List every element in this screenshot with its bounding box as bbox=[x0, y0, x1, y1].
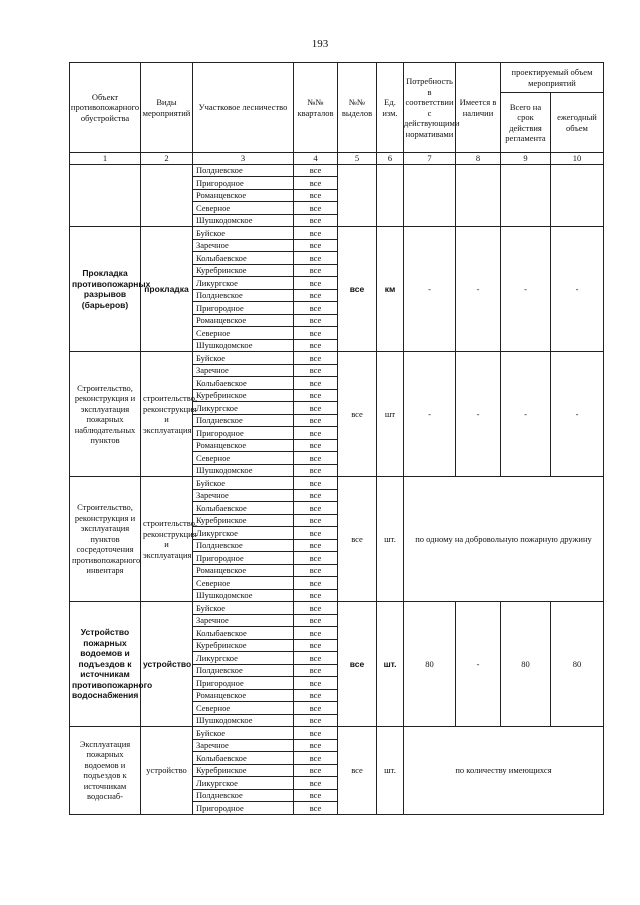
column-number: 6 bbox=[377, 153, 404, 165]
object-cell: Строительство, реконструкция и эксплуатация пунктов сосредоточения противопожарного инвентаря bbox=[70, 477, 141, 602]
forestry-cell: Колыбаевское bbox=[193, 627, 294, 640]
page-number: 193 bbox=[311, 38, 329, 50]
quarters-cell: все bbox=[294, 639, 338, 652]
vydely-cell bbox=[338, 164, 377, 227]
quarters-cell: все bbox=[294, 402, 338, 415]
quarters-cell: все bbox=[294, 527, 338, 540]
forestry-cell: Романцевское bbox=[193, 689, 294, 702]
yearly-cell: - bbox=[551, 352, 604, 477]
header-object: Объект противопожарного обустройства bbox=[70, 63, 141, 153]
object-cell bbox=[70, 164, 141, 227]
forestry-cell: Заречное bbox=[193, 489, 294, 502]
forestry-cell: Колыбаевское bbox=[193, 752, 294, 765]
activity-cell: устройство bbox=[141, 602, 193, 727]
need-cell bbox=[404, 164, 456, 227]
forestry-cell: Шушкодомское bbox=[193, 714, 294, 727]
vydely-cell: все bbox=[338, 352, 377, 477]
column-number: 3 bbox=[193, 153, 294, 165]
quarters-cell: все bbox=[294, 327, 338, 340]
forestry-cell: Пригородное bbox=[193, 552, 294, 565]
column-number: 2 bbox=[141, 153, 193, 165]
header-activity: Виды мероприятий bbox=[141, 63, 193, 153]
forestry-cell: Северное bbox=[193, 327, 294, 340]
quarters-cell: все bbox=[294, 514, 338, 527]
forestry-cell: Пригородное bbox=[193, 427, 294, 440]
quarters-cell: все bbox=[294, 177, 338, 190]
unit-cell: шт. bbox=[377, 602, 404, 727]
forestry-cell: Северное bbox=[193, 202, 294, 215]
header-projected: проектируемый объем мероприятий bbox=[501, 63, 604, 93]
have-cell: - bbox=[456, 352, 501, 477]
total-cell: - bbox=[501, 227, 551, 352]
quarters-cell: все bbox=[294, 802, 338, 815]
column-number: 8 bbox=[456, 153, 501, 165]
total-cell: - bbox=[501, 352, 551, 477]
need-cell: 80 bbox=[404, 602, 456, 727]
need-cell: - bbox=[404, 352, 456, 477]
quarters-cell: все bbox=[294, 539, 338, 552]
forestry-cell: Колыбаевское bbox=[193, 377, 294, 390]
have-cell: - bbox=[456, 602, 501, 727]
forestry-cell: Куребринское bbox=[193, 264, 294, 277]
quarters-cell: все bbox=[294, 364, 338, 377]
quarters-cell: все bbox=[294, 252, 338, 265]
forestry-cell: Шушкодомское bbox=[193, 339, 294, 352]
table-row bbox=[70, 164, 604, 177]
table-row bbox=[70, 227, 604, 240]
table-row bbox=[70, 727, 604, 740]
quarters-cell: все bbox=[294, 264, 338, 277]
forestry-cell: Северное bbox=[193, 702, 294, 715]
quarters-cell: все bbox=[294, 564, 338, 577]
quarters-cell: все bbox=[294, 652, 338, 665]
forestry-cell: Романцевское bbox=[193, 564, 294, 577]
forestry-cell: Куребринское bbox=[193, 639, 294, 652]
quarters-cell: все bbox=[294, 702, 338, 715]
unit-cell: шт. bbox=[377, 727, 404, 815]
vydely-cell: все bbox=[338, 602, 377, 727]
forestry-cell: Шушкодомское bbox=[193, 464, 294, 477]
forestry-cell: Буйское bbox=[193, 602, 294, 615]
fire-measures-table bbox=[69, 62, 604, 815]
activity-cell: устройство bbox=[141, 727, 193, 815]
total-cell: 80 bbox=[501, 602, 551, 727]
column-number: 9 bbox=[501, 153, 551, 165]
quarters-cell: все bbox=[294, 189, 338, 202]
quarters-cell: все bbox=[294, 302, 338, 315]
table-row bbox=[70, 477, 604, 490]
forestry-cell: Северное bbox=[193, 577, 294, 590]
quarters-cell: все bbox=[294, 352, 338, 365]
forestry-cell: Ликургское bbox=[193, 777, 294, 790]
unit-cell: шт bbox=[377, 352, 404, 477]
forestry-cell: Романцевское bbox=[193, 189, 294, 202]
forestry-cell: Ликургское bbox=[193, 652, 294, 665]
forestry-cell: Куребринское bbox=[193, 389, 294, 402]
column-number: 5 bbox=[338, 153, 377, 165]
activity-cell: строительство, реконструкция и эксплуатация bbox=[141, 477, 193, 602]
header-need: Потребность в соответствии с действующими нормативами bbox=[404, 63, 456, 153]
quarters-cell: все bbox=[294, 289, 338, 302]
quarters-cell: все bbox=[294, 239, 338, 252]
forestry-cell: Шушкодомское bbox=[193, 214, 294, 227]
header-quarters: №№ кварталов bbox=[294, 63, 338, 153]
header-forestry: Участковое лесничество bbox=[193, 63, 294, 153]
forestry-cell: Заречное bbox=[193, 364, 294, 377]
forestry-cell: Куребринское bbox=[193, 764, 294, 777]
forestry-cell: Колыбаевское bbox=[193, 252, 294, 265]
forestry-cell: Романцевское bbox=[193, 314, 294, 327]
quarters-cell: все bbox=[294, 414, 338, 427]
object-cell: Эксплуатация пожарных водоемов и подъездов к источникам водоснаб- bbox=[70, 727, 141, 815]
forestry-cell: Полдневское bbox=[193, 789, 294, 802]
unit-cell: шт. bbox=[377, 477, 404, 602]
quarters-cell: все bbox=[294, 489, 338, 502]
have-cell bbox=[456, 164, 501, 227]
activity-cell: прокладка bbox=[141, 227, 193, 352]
quarters-cell: все bbox=[294, 664, 338, 677]
forestry-cell: Пригородное bbox=[193, 177, 294, 190]
forestry-cell: Колыбаевское bbox=[193, 502, 294, 515]
yearly-cell: - bbox=[551, 227, 604, 352]
header-have: Имеется в наличии bbox=[456, 63, 501, 153]
quarters-cell: все bbox=[294, 277, 338, 290]
forestry-cell: Полдневское bbox=[193, 289, 294, 302]
quarters-cell: все bbox=[294, 752, 338, 765]
quarters-cell: все bbox=[294, 214, 338, 227]
object-cell: Строительство, реконструкция и эксплуатация пожарных наблюдательных пунктов bbox=[70, 352, 141, 477]
quarters-cell: все bbox=[294, 477, 338, 490]
quarters-cell: все bbox=[294, 602, 338, 615]
forestry-cell: Буйское bbox=[193, 727, 294, 740]
vydely-cell: все bbox=[338, 727, 377, 815]
unit-cell bbox=[377, 164, 404, 227]
header-total: Всего на срок действия регламента bbox=[501, 93, 551, 153]
merged-note-cell: по количеству имеющихся bbox=[404, 727, 604, 815]
forestry-cell: Куребринское bbox=[193, 514, 294, 527]
forestry-cell: Заречное bbox=[193, 739, 294, 752]
forestry-cell: Заречное bbox=[193, 614, 294, 627]
header-unit: Ед. изм. bbox=[377, 63, 404, 153]
forestry-cell: Полдневское bbox=[193, 539, 294, 552]
unit-cell: км bbox=[377, 227, 404, 352]
forestry-cell: Пригородное bbox=[193, 802, 294, 815]
column-number: 10 bbox=[551, 153, 604, 165]
quarters-cell: все bbox=[294, 202, 338, 215]
quarters-cell: все bbox=[294, 714, 338, 727]
table-row bbox=[70, 352, 604, 365]
quarters-cell: все bbox=[294, 339, 338, 352]
total-cell bbox=[501, 164, 551, 227]
merged-note-cell: по одному на добровольную пожарную дружину bbox=[404, 477, 604, 602]
quarters-cell: все bbox=[294, 677, 338, 690]
forestry-cell: Пригородное bbox=[193, 302, 294, 315]
quarters-cell: все bbox=[294, 377, 338, 390]
vydely-cell: все bbox=[338, 227, 377, 352]
quarters-cell: все bbox=[294, 389, 338, 402]
forestry-cell: Ликургское bbox=[193, 402, 294, 415]
forestry-cell: Буйское bbox=[193, 227, 294, 240]
forestry-cell: Полдневское bbox=[193, 664, 294, 677]
forestry-cell: Северное bbox=[193, 452, 294, 465]
quarters-cell: все bbox=[294, 789, 338, 802]
quarters-cell: все bbox=[294, 614, 338, 627]
quarters-cell: все bbox=[294, 739, 338, 752]
activity-cell bbox=[141, 164, 193, 227]
column-number: 1 bbox=[70, 153, 141, 165]
quarters-cell: все bbox=[294, 552, 338, 565]
forestry-cell: Буйское bbox=[193, 477, 294, 490]
header-vydely: №№ выделов bbox=[338, 63, 377, 153]
quarters-cell: все bbox=[294, 689, 338, 702]
quarters-cell: все bbox=[294, 452, 338, 465]
forestry-cell: Пригородное bbox=[193, 677, 294, 690]
column-number: 4 bbox=[294, 153, 338, 165]
vydely-cell: все bbox=[338, 477, 377, 602]
quarters-cell: все bbox=[294, 589, 338, 602]
column-number: 7 bbox=[404, 153, 456, 165]
have-cell: - bbox=[456, 227, 501, 352]
forestry-cell: Буйское bbox=[193, 352, 294, 365]
object-cell: Прокладка противопожарных разрывов (барьеров) bbox=[70, 227, 141, 352]
need-cell: - bbox=[404, 227, 456, 352]
quarters-cell: все bbox=[294, 427, 338, 440]
yearly-cell bbox=[551, 164, 604, 227]
forestry-cell: Романцевское bbox=[193, 439, 294, 452]
quarters-cell: все bbox=[294, 764, 338, 777]
yearly-cell: 80 bbox=[551, 602, 604, 727]
quarters-cell: все bbox=[294, 577, 338, 590]
quarters-cell: все bbox=[294, 777, 338, 790]
forestry-cell: Полдневское bbox=[193, 414, 294, 427]
forestry-cell: Ликургское bbox=[193, 527, 294, 540]
forestry-cell: Заречное bbox=[193, 239, 294, 252]
header-yearly: ежегодный объем bbox=[551, 93, 604, 153]
table-row bbox=[70, 602, 604, 615]
quarters-cell: все bbox=[294, 627, 338, 640]
activity-cell: строительство, реконструкция и эксплуатация bbox=[141, 352, 193, 477]
forestry-cell: Ликургское bbox=[193, 277, 294, 290]
quarters-cell: все bbox=[294, 439, 338, 452]
quarters-cell: все bbox=[294, 227, 338, 240]
forestry-cell: Полдневское bbox=[193, 164, 294, 177]
forestry-cell: Шушкодомское bbox=[193, 589, 294, 602]
quarters-cell: все bbox=[294, 164, 338, 177]
quarters-cell: все bbox=[294, 727, 338, 740]
object-cell: Устройство пожарных водоемов и подъездов к источникам противопожарного водоснабжения bbox=[70, 602, 141, 727]
quarters-cell: все bbox=[294, 464, 338, 477]
quarters-cell: все bbox=[294, 502, 338, 515]
quarters-cell: все bbox=[294, 314, 338, 327]
